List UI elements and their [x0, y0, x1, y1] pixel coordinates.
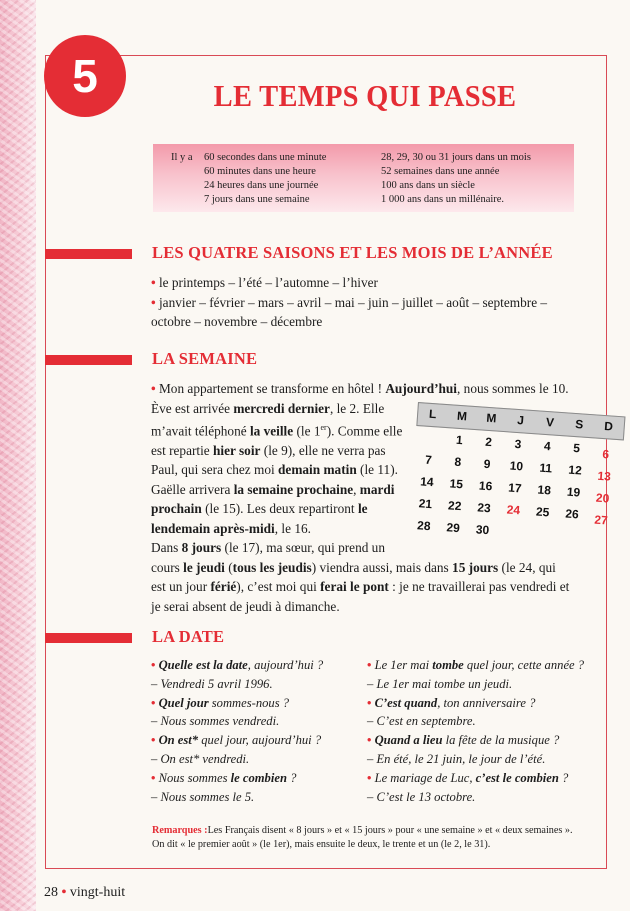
- calendar-date: 1: [455, 432, 464, 448]
- calendar-date: 14: [419, 474, 435, 490]
- calendar-date: 11: [538, 460, 553, 476]
- bullet-icon: •: [151, 733, 159, 748]
- date-dialogue-line: [367, 769, 584, 788]
- dialogue-text: quel jour, aujourd’hui ?: [198, 733, 322, 748]
- calendar-date: 12: [567, 462, 583, 478]
- calendar-date: 28: [416, 518, 432, 534]
- dialogue-text: – Le 1er mai tombe un jeudi.: [367, 676, 513, 691]
- dialogue-text: – On est* vendredi.: [151, 751, 250, 766]
- remarks-label: Remarques :: [152, 825, 208, 836]
- dialogue-text: On est*: [158, 733, 199, 748]
- calendar-day-header: M: [456, 408, 468, 424]
- dialogue-text: – Vendredi 5 avril 1996.: [151, 676, 273, 691]
- calendar-day-header: J: [516, 412, 525, 428]
- calendar-date: 15: [449, 476, 464, 492]
- calendar-day-header: V: [545, 414, 555, 430]
- infobox-right-column: [381, 151, 531, 207]
- chapter-number: 5: [44, 35, 126, 117]
- date-dialogue-line: [151, 788, 323, 807]
- calendar-date: 29: [446, 520, 461, 536]
- calendar-date: 8: [453, 454, 462, 470]
- infobox-line: 28, 29, 30 ou 31 jours dans un mois: [381, 152, 531, 163]
- calendar-date: 24: [506, 502, 521, 518]
- bullet-icon: •: [151, 275, 156, 290]
- infobox-line: 24 heures dans une journée: [204, 180, 319, 191]
- date-dialogue-line: [367, 750, 584, 769]
- infobox-line: 60 minutes dans une heure: [204, 166, 316, 177]
- calendar-date: 21: [418, 496, 433, 512]
- date-dialogue-line: [151, 769, 323, 788]
- dialogue-text: – Nous sommes vendredi.: [151, 714, 280, 729]
- dialogue-text: – Nous sommes le 5.: [151, 789, 255, 804]
- calendar-date: 9: [483, 456, 491, 472]
- remarks-line: On dit « le premier août » (le 1er), mais ensuite le deux, le trente et un (le 2, le 31).: [152, 839, 491, 850]
- dialogue-text: Nous sommes: [158, 770, 231, 785]
- calendar-date: 19: [566, 484, 581, 500]
- calendar-date: 23: [476, 500, 492, 516]
- page-footer: [44, 885, 125, 901]
- calendar: [408, 402, 627, 558]
- date-dialogue-line: [367, 656, 584, 675]
- decorative-side-strip: [0, 0, 36, 911]
- date-dialogue-line: [367, 788, 584, 807]
- dialogue-text: tombe: [432, 658, 464, 672]
- dialogue-text: Le 1er mai: [374, 658, 433, 672]
- calendar-date: 7: [424, 452, 433, 468]
- calendar-date: 22: [447, 498, 462, 514]
- calendar-date: 2: [484, 434, 493, 450]
- bullet-icon: •: [151, 381, 156, 396]
- calendar-date: 27: [593, 512, 609, 528]
- bullet-icon: •: [151, 770, 159, 785]
- remarks-line: Les Français disent « 8 jours » et « 15 jours » pour « une semaine » et « deux semaines ».: [207, 825, 573, 836]
- dialogue-text: ?: [286, 770, 297, 785]
- remarks: [152, 824, 602, 852]
- bullet-icon: •: [151, 658, 159, 672]
- calendar-date: 13: [597, 468, 612, 484]
- dialogue-text: c’est le combien: [475, 770, 559, 785]
- date-dialogue-line: [151, 712, 323, 731]
- calendar-grid: [408, 426, 622, 555]
- dialogue-text: – C’est en septembre.: [367, 714, 476, 729]
- seasons-line: le printemps – l’été – l’automne – l’hiver: [158, 275, 378, 290]
- date-dialogue-line: [151, 750, 323, 769]
- calendar-day-header: L: [428, 406, 437, 422]
- dialogue-text: , ton anniversaire ?: [437, 695, 536, 710]
- infobox-line: 1 000 ans dans un millénaire.: [381, 194, 505, 205]
- date-right-column: [367, 656, 584, 806]
- calendar-date: 3: [514, 436, 522, 452]
- date-dialogue-line: [367, 731, 584, 750]
- dialogue-text: Quelle est la date: [158, 658, 248, 672]
- calendar-date: 6: [601, 447, 610, 462]
- page-number-words: vingt-huit: [69, 885, 126, 900]
- infobox-line: 100 ans dans un siècle: [381, 180, 475, 191]
- bullet-icon: •: [151, 294, 156, 310]
- bullet-icon: •: [367, 770, 375, 785]
- calendar-date: 10: [509, 458, 524, 474]
- section-bar: [45, 355, 132, 365]
- calendar-day-header: D: [603, 419, 614, 434]
- calendar-date: 16: [478, 478, 493, 494]
- months-line: octobre – novembre – décembre: [151, 314, 323, 329]
- bullet-icon: •: [367, 733, 375, 748]
- dialogue-text: – C’est le 13 octobre.: [367, 789, 476, 804]
- date-dialogue-line: [367, 675, 584, 694]
- time-units-box: [153, 144, 574, 212]
- dialogue-text: quel jour, cette année ?: [463, 658, 585, 672]
- page-title: LE TEMPS QUI PASSE: [213, 78, 517, 113]
- section-bar: [45, 249, 132, 259]
- section-title-date: LA DATE: [152, 627, 225, 646]
- months-line: janvier – février – mars – avril – mai – juin – juillet – août – septembre –: [158, 294, 548, 310]
- semaine-paragraph: • Mon appartement se transforme en hôtel ! Aujourd’hui, nous sommes le 10. Ève est arrivée mercredi dernier, le 2. Elle m’avait téléphoné la veille (le 1er). Comme elle est repartie hier soir (le 9), elle ne verra pas Paul, qui sera chez moi demain matin (le 11). Gaëlle arrivera la semaine prochaine, mardi prochain (le 15). Les deux repartiront le lendemain après-midi, le 16. Dans 8 jours (le 17), ma sœur, qui prend un cours le jeudi (tous les jeudis) viendra aussi, mais dans 15 jours (le 24, qui est un jour férié), c’est moi qui ferai le pont : je ne travaillerai pas vendredi et je serai absent de jeudi à dimanche.: [151, 381, 570, 614]
- calendar-date: 17: [507, 480, 523, 496]
- dialogue-text: C’est quand: [374, 695, 438, 710]
- dialogue-text: sommes-nous ?: [208, 695, 290, 710]
- date-dialogue-line: [367, 712, 584, 731]
- dialogue-text: ?: [558, 770, 569, 785]
- bullet-icon: •: [151, 695, 159, 710]
- infobox-lead: Il y a: [171, 152, 193, 163]
- seasons-text: [151, 273, 591, 332]
- calendar-day-header: S: [574, 417, 584, 432]
- page-number: 28: [44, 885, 58, 900]
- date-dialogue-line: [151, 731, 323, 750]
- date-dialogue-line: [151, 656, 323, 675]
- infobox-line: 7 jours dans une semaine: [204, 194, 310, 205]
- section-title-semaine: LA SEMAINE: [152, 349, 258, 368]
- calendar-date: 4: [543, 438, 552, 454]
- calendar-day-header: M: [485, 410, 497, 426]
- calendar-date: 25: [535, 504, 550, 520]
- date-dialogue-line: [151, 675, 323, 694]
- dialogue-text: , aujourd’hui ?: [247, 658, 324, 672]
- date-dialogue-line: [367, 694, 584, 713]
- infobox-line: 60 secondes dans une minute: [204, 152, 327, 163]
- dialogue-text: Quel jour: [158, 695, 209, 710]
- dialogue-text: la fête de la musique ?: [442, 733, 560, 748]
- calendar-date: 18: [537, 482, 552, 498]
- infobox-line: 52 semaines dans une année: [381, 166, 500, 177]
- bullet-icon: •: [61, 885, 67, 900]
- dialogue-text: Quand a lieu: [374, 733, 443, 748]
- bullet-icon: •: [367, 695, 375, 710]
- date-left-column: [151, 656, 323, 806]
- infobox-left-column: [204, 151, 326, 207]
- section-bar: [45, 633, 132, 643]
- dialogue-text: Le mariage de Luc,: [374, 770, 476, 785]
- dialogue-text: le combien: [230, 770, 287, 785]
- bullet-icon: •: [367, 658, 375, 672]
- calendar-date: 30: [475, 522, 490, 538]
- dialogue-text: – En été, le 21 juin, le jour de l’été.: [367, 751, 546, 766]
- date-dialogue-line: [151, 694, 323, 713]
- calendar-date: 20: [595, 490, 610, 506]
- calendar-date: 26: [564, 506, 580, 522]
- section-title-seasons: LES QUATRE SAISONS ET LES MOIS DE L’ANNÉE: [152, 243, 553, 262]
- calendar-date: 5: [572, 440, 581, 456]
